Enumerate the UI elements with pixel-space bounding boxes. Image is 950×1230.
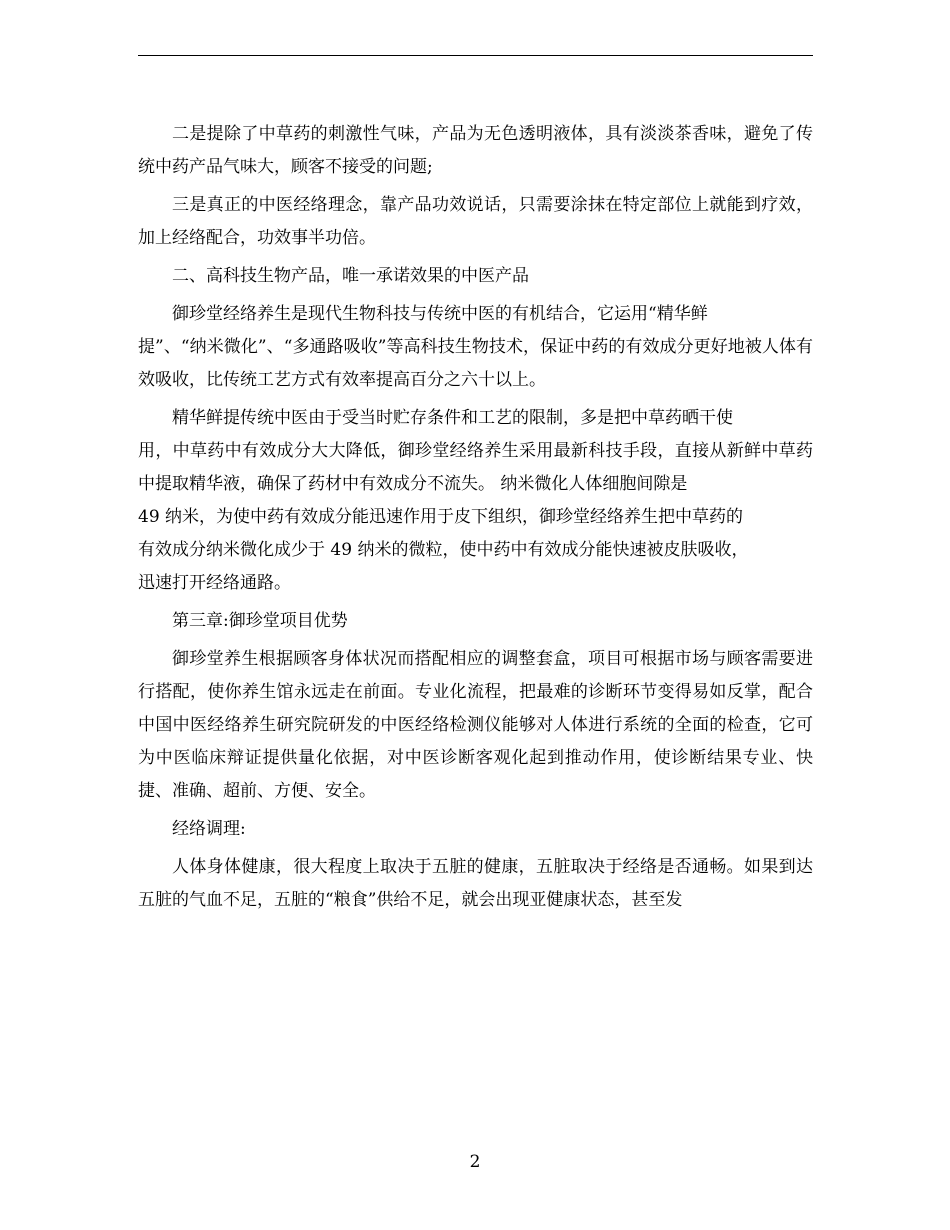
paragraph-6: 人体身体健康，很大程度上取决于五脏的健康，五脏取决于经络是否通畅。如果到达五脏的气血不足，五脏的“粮食”供给不足，就会出现亚健康状态，甚至发 [138, 857, 813, 910]
section-heading-2: 二、高科技生物产品，唯一承诺效果的中医产品 [172, 266, 529, 286]
page-number: 2 [469, 1152, 481, 1172]
paragraph-3: 御珍堂经络养生是现代生物科技与传统中医的有机结合，它运用“精华鲜 提”、“纳米微化”、“多通路吸收”等高科技生物技术，保证中药的有效成分更好地被人体有效吸收，比传统工艺方式有效率提高百分之六十以上。 [138, 304, 813, 390]
subheading-meridian-conditioning: 经络调理: [172, 819, 246, 839]
paragraph-2: 三是真正的中医经络理念，靠产品功效说话，只需要涂抹在特定部位上就能到疗效，加上经络配合，功效事半功倍。 [138, 195, 813, 248]
document-body [138, 118, 813, 922]
header-rule [138, 55, 813, 56]
paragraph-5: 御珍堂养生根据顾客身体状况而搭配相应的调整套盒，项目可根据市场与顾客需要进行搭配，使你养生馆永远走在前面。专业化流程，把最难的诊断环节变得易如反掌，配合中国中医经络养生研究院研发的中医经络检测仪能够对人体进行系统的全面的检查，它可为中医临床辩证提供量化依据，对中医诊断客观化起到推动作用，使诊断结果专业、快捷、准确、超前、方便、安全。 [138, 649, 813, 801]
paragraph-1: 二是提除了中草药的刺激性气味，产品为无色透明液体，具有淡淡茶香味，避免了传统中药产品气味大，顾客不接受的问题; [138, 124, 813, 177]
paragraph-4: 精华鲜提传统中医由于受当时贮存条件和工艺的限制，多是把中草药晒干使 用，中草药中有效成分大大降低，御珍堂经络养生采用最新科技手段，直接从新鲜中草药中提取精华液，确保了药材中有效成分不流失。 纳米微化人体细胞间隙是 49 纳米，为使中药有效成分能迅速作用于皮下组织，御珍堂经络养生把中草药的 有效成分纳米微化成少于 49 纳米的微粒，使中药中有效成分能快速被皮肤吸收， 迅速打开经络通路。 [138, 408, 813, 593]
chapter-heading-3: 第三章:御珍堂项目优势 [172, 611, 348, 631]
